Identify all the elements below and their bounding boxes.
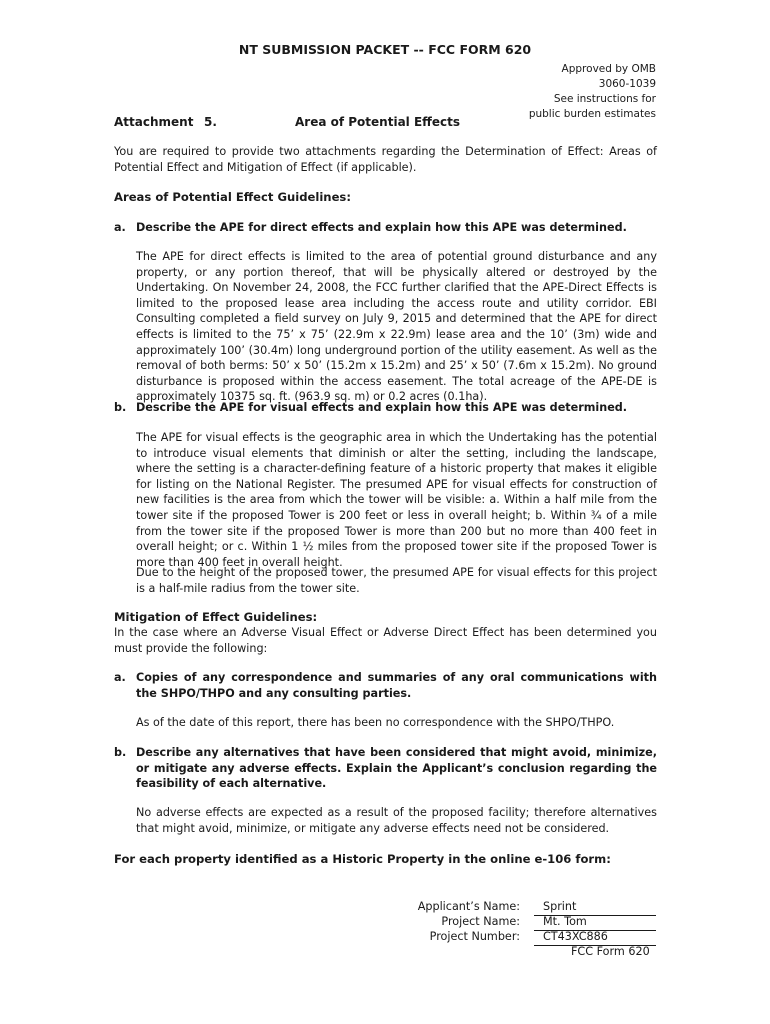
attachment-name: Area of Potential Effects [295,115,461,129]
mitigation-correspondence-question [114,670,657,701]
item-question: Describe the APE for direct effects and explain how this APE was determined. [136,221,627,234]
ape-guidelines-heading: Areas of Potential Effect Guidelines: [114,190,351,204]
document-title: NT SUBMISSION PACKET -- FCC FORM 620 [238,42,532,57]
form-label: FCC Form 620 [571,945,650,958]
intro-paragraph: You are required to provide two attachments regarding the Determination of Effect: Areas of Potential Effect and Mitigation of Effect (if applicable). [114,145,657,174]
mitigation-alternatives-answer: No adverse effects are expected as a result of the proposed facility; therefore alternatives that might avoid, minimize, or mitigate any adverse effects need not be considered. [136,806,657,835]
ape-direct-question [114,220,657,236]
item-letter: a. [114,221,126,234]
project-number-value: CT43XC886 [534,929,656,946]
mitigation-alternatives-question [114,745,657,792]
historic-property-heading: For each property identified as a Historic Property in the online e-106 form: [114,852,611,866]
applicant-name-label: Applicant’s Name: [417,900,520,913]
item-question: Describe the APE for visual effects and explain how this APE was determined. [136,401,628,414]
mitigation-heading: Mitigation of Effect Guidelines: [114,610,318,624]
omb-line: See instructions for [553,93,656,105]
ape-direct-answer: The APE for direct effects is limited to the area of potential ground disturbance and any property, or any portion thereof, that will be physically altered or destroyed by the Undertaking. On November 24, 2008, the FCC further clarified that the APE-Direct Effects is limited to the proposed lease area including the access route and utility corridor. EBI Consulting completed a field survey on July 9, 2015 and determined that the APE for direct effects is limited to the 75’ x 75’ (22.9m x 22.9m) lease area and the 10’ (3m) wide and approximately 100’ (30.4m) long underground portion of the utility easement. As well as the removal of both berms: 50’ x 50’ (15.2m x 15.2m) and 25’ x 50’ (7.6m x 15.2m). No ground disturbance is proposed within the access easement. The total acreage of the APE-DE is approximately 10375 sq. ft. (963.9 sq. m) or 0.2 acres (0.1ha). [136,250,657,404]
item-letter: a. [114,671,126,684]
mitigation-correspondence-answer: As of the date of this report, there has been no correspondence with the SHPO/THPO. [136,716,615,729]
ape-visual-question [114,400,657,416]
ape-visual-answer-2: Due to the height of the proposed tower, the presumed APE for visual effects for this project is a half-mile radius from the tower site. [136,566,657,595]
item-question: Copies of any correspondence and summaries of any oral communications with the SHPO/THPO and any consulting parties. [136,671,657,700]
mitigation-intro: In the case where an Adverse Visual Effect or Adverse Direct Effect has been determined you must provide the following: [114,626,657,655]
item-letter: b. [114,746,127,759]
omb-line: public burden estimates [528,108,656,120]
attachment-number: 5. [204,115,217,129]
item-letter: b. [114,401,127,414]
omb-line: 3060-1039 [598,78,656,90]
project-name-value: Mt. Tom [534,914,656,931]
project-number-label: Project Number: [429,930,520,943]
item-question: Describe any alternatives that have been considered that might avoid, minimize, or mitigate any adverse effects. Explain the Applicant’s conclusion regarding the feasibility of each alternative. [136,746,657,791]
project-name-label: Project Name: [441,915,520,928]
attachment-label: Attachment [114,115,194,129]
omb-line: Approved by OMB [561,63,656,75]
applicant-name-value: Sprint [534,899,656,916]
omb-approval-block [529,62,656,122]
ape-visual-answer: The APE for visual effects is the geographic area in which the Undertaking has the potential to introduce visual elements that diminish or alter the setting, including the landscape, where the setting is a character-defining feature of a historic property that makes it eligible for listing on the National Register. The presumed APE for visual effects for construction of new facilities is the area from which the tower will be visible: a. Within a half mile from the tower site if the proposed Tower is 200 feet or less in overall height; b. Within ¾ of a mile from the tower site if the proposed Tower is more than 200 but no more than 400 feet in overall height; or c. Within 1 ½ miles from the proposed tower site if the proposed Tower is more than 400 feet in overall height. [136,431,657,569]
